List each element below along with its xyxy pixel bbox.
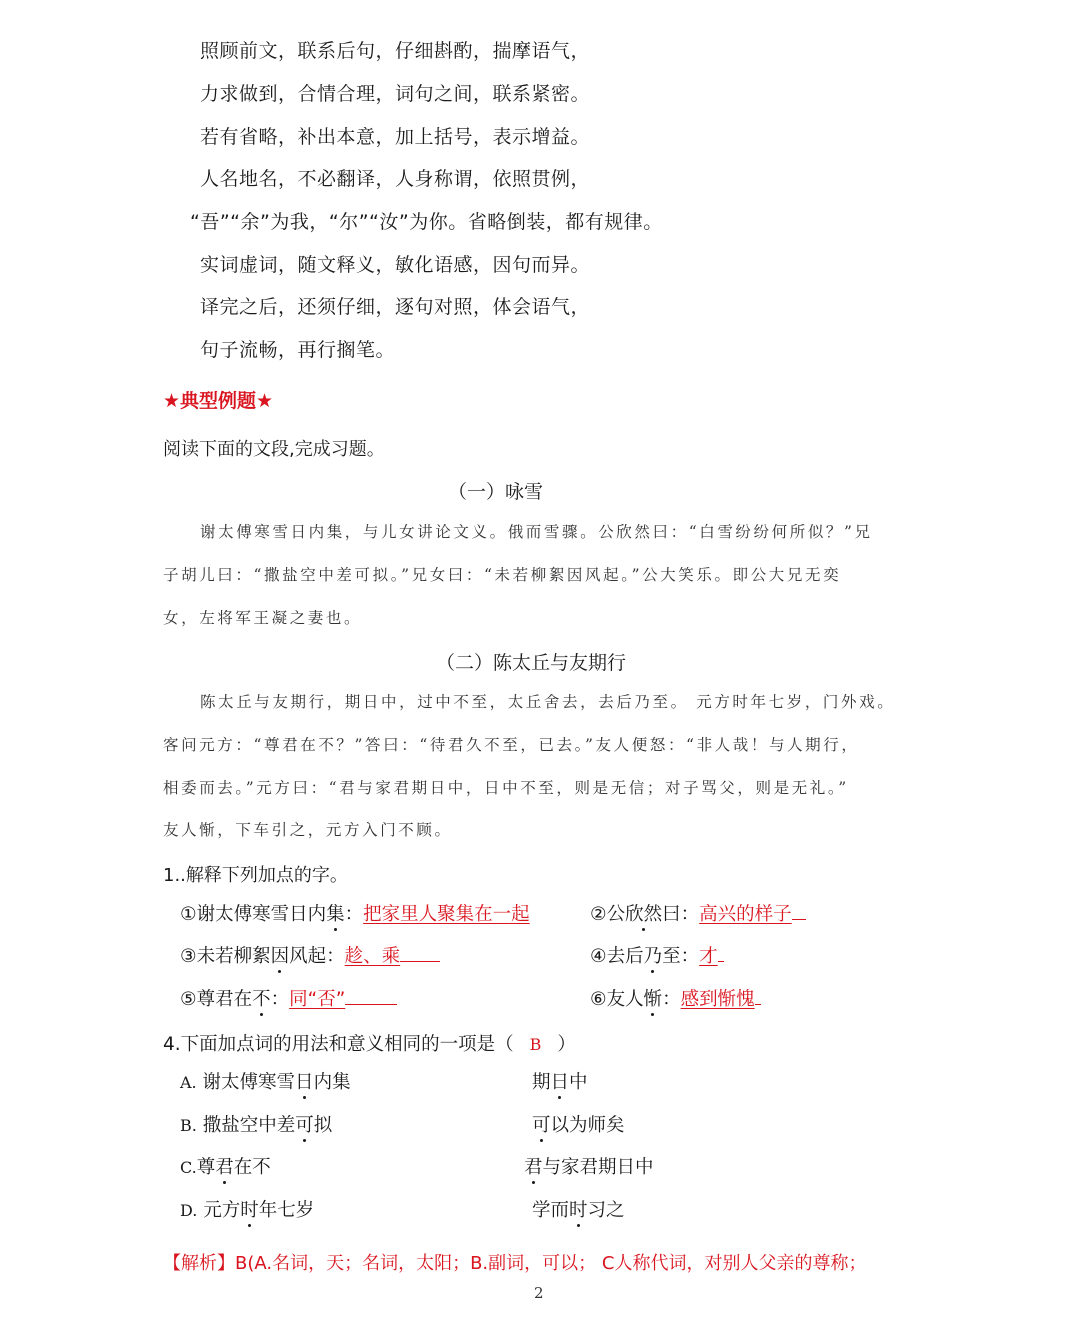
q4-option-d-left: D. 元方时年七岁 [180,1200,315,1221]
passage-1-title: （一）咏雪 [448,481,544,503]
q1-answer-6: 感到惭愧 [680,989,755,1010]
q1-answer-4: 才 [699,946,718,967]
q1-item-4: ④去后乃至：才 [590,942,724,968]
q4-option-a-left: A. 谢太傅寒雪日内集 [180,1072,351,1093]
passage-2-line-3: 相委而去。”元方曰：“君与家君期日中，日中不至，则是无信；对子骂父，则是无礼。” [163,779,849,797]
verse-line-4: 人名地名，不必翻译，人身称谓，依照贯例， [200,168,591,190]
question-4-stem: 4.下面加点词的用法和意义相同的一项是（ B ） [163,1034,576,1055]
q4-option-b-left: B. 撒盐空中差可拟 [180,1115,333,1136]
verse-line-7: 译完之后，还须仔细，逐句对照，体会语气， [200,296,591,318]
passage-2-line-1: 陈太丘与友期行，期日中，过中不至，太丘舍去，去后乃至。 元方时年七岁，门外戏。 [200,693,896,711]
q1-item-5: ⑤尊君在不：同“否” [180,985,397,1011]
passage-2-title: （二）陈太丘与友期行 [436,652,627,674]
q4-option-d-right: 学而时习之 [532,1200,625,1221]
q1-item-1: ①谢太傅寒雪日内集：把家里人聚集在一起 [180,904,530,925]
q4-option-a-right: 期日中 [532,1072,588,1093]
instruction-text: 阅读下面的文段,完成习题。 [163,439,385,460]
verse-line-2: 力求做到，合情合理，词句之间，联系紧密。 [200,83,591,105]
q4-option-c-left: C.尊君在不 [180,1157,271,1178]
verse-line-3: 若有省略，补出本意，加上括号，表示增益。 [200,126,591,148]
passage-1-line-2: 子胡儿曰：“撒盐空中差可拟。”兄女曰：“未若柳絮因风起。”公大笑乐。即公大兄无奕 [163,566,842,584]
page-number: 2 [534,1284,544,1302]
q1-answer-5: 同“否” [289,989,346,1010]
q1-item-3: ③未若柳絮因风起：趁、乘 [180,942,440,968]
q1-item-2: ②公欣然曰：高兴的样子 [590,900,806,926]
question-1-stem: 1..解释下列加点的字。 [163,865,348,886]
passage-1-line-1: 谢太傅寒雪日内集，与儿女讲论文义。俄而雪骤。公欣然曰：“白雪纷纷何所似？”兄 [200,523,873,541]
q1-answer-2: 高兴的样子 [699,904,792,925]
q4-option-b-right: 可以为师矣 [532,1115,625,1136]
q1-answer-3: 趁、乘 [344,946,401,967]
verse-line-5: “吾”“余”为我，“尔”“汝”为你。省略倒装，都有规律。 [190,211,663,233]
passage-2-line-2: 客问元方：“尊君在不？”答曰：“待君久不至，已去。”友人便怒：“非人哉！与人期行， [163,736,860,754]
q1-answer-1: 把家里人聚集在一起 [363,904,530,925]
verse-line-1: 照顾前文，联系后句，仔细斟酌，揣摩语气， [200,40,591,62]
passage-2-line-4: 友人惭，下车引之，元方入门不顾。 [163,821,453,839]
verse-line-6: 实词虚词，随文释义，敏化语感，因句而异。 [200,254,591,276]
q4-option-c-right: 君与家君期日中 [524,1157,654,1178]
question-4-answer: B [529,1035,542,1054]
passage-1-line-3: 女，左将军王凝之妻也。 [163,609,363,627]
section-header: ★典型例题★ [163,390,274,412]
verse-line-8: 句子流畅，再行搁笔。 [200,339,396,361]
analysis-text: 【解析】B(A.名词，天；名词，太阳；B.副词，可以； C人称代词，对别人父亲的尊称； [163,1253,867,1274]
q1-item-6: ⑥友人惭：感到惭愧 [590,985,761,1011]
